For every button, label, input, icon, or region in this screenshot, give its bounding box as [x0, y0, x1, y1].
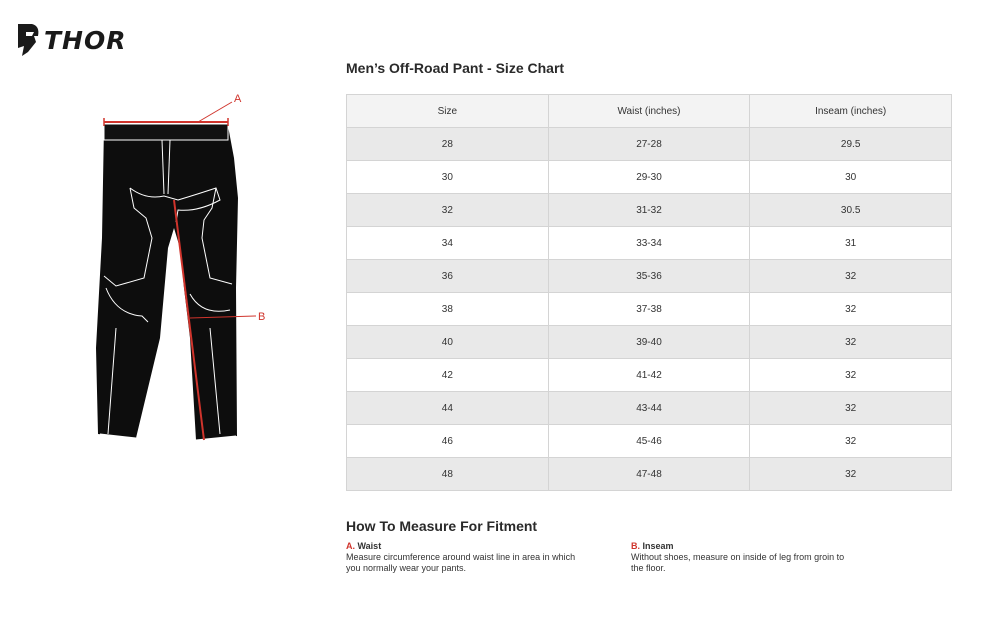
cell-size: 38 — [347, 293, 549, 326]
pants-silhouette — [96, 124, 238, 440]
waist-label: Waist — [357, 541, 382, 551]
pants-diagram — [86, 88, 276, 448]
cell-size: 28 — [347, 128, 549, 161]
table-row — [347, 392, 952, 425]
table-row — [347, 260, 952, 293]
table-row — [347, 194, 952, 227]
cell-size: 46 — [347, 425, 549, 458]
size-chart-title: Men’s Off-Road Pant - Size Chart — [346, 60, 565, 76]
cell-size: 34 — [347, 227, 549, 260]
table-row — [347, 359, 952, 392]
cell-size: 44 — [347, 392, 549, 425]
measure-waist — [346, 541, 606, 574]
cell-inseam: 32 — [750, 293, 952, 326]
label-a: A — [234, 93, 242, 105]
header-inseam: Inseam (inches) — [750, 95, 952, 128]
measure-inseam — [631, 541, 891, 574]
header-size: Size — [347, 95, 549, 128]
table-row — [347, 227, 952, 260]
table-row — [347, 458, 952, 491]
measure-title: How To Measure For Fitment — [346, 518, 538, 534]
label-b: B — [258, 311, 266, 323]
inseam-letter: B. — [631, 541, 640, 551]
cell-size: 30 — [347, 161, 549, 194]
table-row — [347, 293, 952, 326]
waist-text-line2: you normally wear your pants. — [346, 563, 467, 573]
thor-helmet-icon — [14, 22, 42, 58]
cell-waist: 39-40 — [548, 326, 750, 359]
inseam-text-line1: Without shoes, measure on inside of leg from groin to — [631, 552, 845, 562]
cell-size: 40 — [347, 326, 549, 359]
inseam-text-line2: the floor. — [631, 563, 666, 573]
cell-inseam: 32 — [750, 359, 952, 392]
table-row — [347, 326, 952, 359]
cell-size: 48 — [347, 458, 549, 491]
table-row — [347, 161, 952, 194]
cell-inseam: 30 — [750, 161, 952, 194]
cell-waist: 37-38 — [548, 293, 750, 326]
cell-inseam: 32 — [750, 326, 952, 359]
cell-inseam: 29.5 — [750, 128, 952, 161]
cell-size: 36 — [347, 260, 549, 293]
waist-letter: A. — [346, 541, 355, 551]
cell-waist: 27-28 — [548, 128, 750, 161]
table-row — [347, 425, 952, 458]
cell-inseam: 32 — [750, 425, 952, 458]
cell-size: 32 — [347, 194, 549, 227]
cell-inseam: 32 — [750, 392, 952, 425]
table-row — [347, 128, 952, 161]
cell-waist: 45-46 — [548, 425, 750, 458]
size-table — [346, 94, 952, 491]
cell-waist: 47-48 — [548, 458, 750, 491]
cell-inseam: 32 — [750, 458, 952, 491]
table-header-row — [347, 95, 952, 128]
cell-inseam: 30.5 — [750, 194, 952, 227]
thor-logo — [14, 20, 136, 60]
cell-waist: 41-42 — [548, 359, 750, 392]
waist-text-line1: Measure circumference around waist line in area in which — [346, 552, 576, 562]
cell-size: 42 — [347, 359, 549, 392]
cell-waist: 33-34 — [548, 227, 750, 260]
cell-waist: 43-44 — [548, 392, 750, 425]
cell-waist: 29-30 — [548, 161, 750, 194]
cell-waist: 35-36 — [548, 260, 750, 293]
cell-inseam: 31 — [750, 227, 952, 260]
cell-inseam: 32 — [750, 260, 952, 293]
header-waist: Waist (inches) — [548, 95, 750, 128]
inseam-label: Inseam — [642, 541, 674, 551]
cell-waist: 31-32 — [548, 194, 750, 227]
brand-name: THOR — [44, 26, 127, 55]
